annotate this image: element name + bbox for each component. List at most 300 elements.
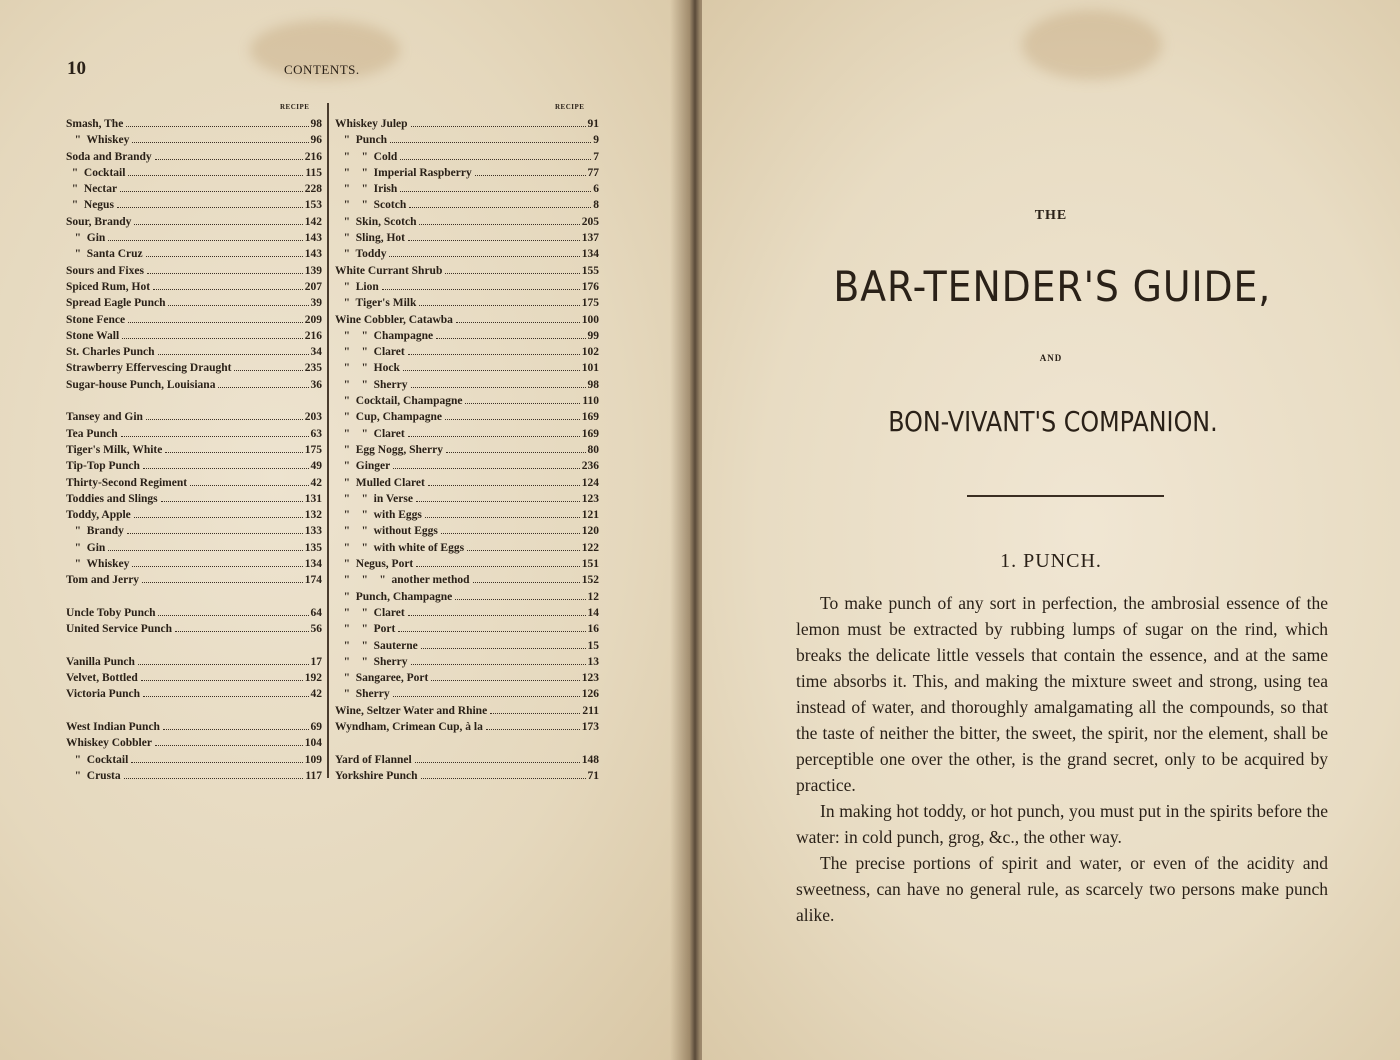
entry-title: Velvet, Bottled [66,672,138,685]
leader-dots [403,369,580,371]
group-gap [335,735,599,751]
contents-entry [335,556,599,572]
entry-title: " Negus [66,199,114,212]
leader-dots [455,598,585,600]
recipe-number: 169 [581,411,599,424]
entry-title: Tiger's Milk, White [66,443,163,456]
entry-title: " " Champagne [335,329,434,342]
contents-entry [66,540,322,556]
contents-entry [66,197,322,213]
recipe-number: 207 [304,280,322,293]
entry-title: " Mulled Claret [335,476,425,489]
entry-title: " " Cold [335,150,398,163]
recipe-number: 42 [310,688,322,701]
section-heading: 1. PUNCH. [1000,550,1102,572]
recipe-number: 211 [582,704,599,717]
contents-entry [335,181,599,197]
contents-entry [66,360,322,376]
entry-title: " " with Eggs [335,509,422,522]
book-title: BAR-TENDER'S GUIDE, [833,262,1272,311]
recipe-number: 142 [304,215,322,228]
contents-entry [335,312,599,328]
entry-title: " " Scotch [335,199,407,212]
entry-title: " Ginger [335,460,391,473]
entry-title: St. Charles Punch [66,346,155,359]
recipe-number: 236 [581,460,599,473]
leader-dots [153,288,303,290]
recipe-number: 205 [581,215,599,228]
leader-dots [143,695,309,697]
contents-entry [66,426,322,442]
contents-entry [66,116,322,132]
leader-dots [421,777,586,779]
contents-entry [335,458,599,474]
contents-entry [66,556,322,572]
entry-title: Tip-Top Punch [66,460,140,473]
contents-entry [66,768,322,784]
recipe-number: 56 [310,623,322,636]
leader-dots [441,532,580,534]
entry-title: Wine, Seltzer Water and Rhine [335,704,488,717]
recipe-number: 6 [593,183,599,196]
entry-title: " Cocktail [66,166,126,179]
contents-entry [335,132,599,148]
contents-entry [66,572,322,588]
contents-entry [66,409,322,425]
recipe-number: 132 [304,509,322,522]
recipe-number: 133 [304,525,322,538]
leader-dots [411,125,586,127]
entry-title: Yorkshire Punch [335,769,418,782]
entry-title: Tom and Jerry [66,574,140,587]
entry-title: Sugar-house Punch, Louisiana [66,378,216,391]
contents-entry [335,197,599,213]
recipe-number: 139 [304,264,322,277]
recipe-number: 228 [304,183,322,196]
contents-entry [335,393,599,409]
contents-entry [335,360,599,376]
leader-dots [467,549,580,551]
leader-dots [389,255,579,257]
entry-title: Tansey and Gin [66,411,143,424]
contents-entry [335,475,599,491]
page-number: 10 [67,58,86,79]
contents-entry [66,686,322,702]
contents-entry [335,572,599,588]
entry-title: White Currant Shrub [335,264,443,277]
contents-entry [335,523,599,539]
leader-dots [408,435,580,437]
entry-title: " Skin, Scotch [335,215,417,228]
leader-dots [155,744,303,746]
column-label: RECIPE [280,103,310,111]
contents-entry [335,344,599,360]
entry-title: " Punch, Champagne [335,590,453,603]
contents-entry [335,589,599,605]
title-rule [967,495,1164,497]
leader-dots [155,158,303,160]
recipe-number: 123 [581,492,599,505]
leader-dots [446,451,586,453]
contents-entry [335,491,599,507]
leader-dots [419,304,579,306]
recipe-number: 175 [581,297,599,310]
entry-title: " " Sauterne [335,639,418,652]
column-label: RECIPE [555,103,585,111]
leader-dots [128,321,303,323]
entry-title: Wine Cobbler, Catawba [335,313,453,326]
recipe-number: 98 [587,378,599,391]
leader-dots [128,174,303,176]
contents-entry [335,442,599,458]
entry-title: Strawberry Effervescing Draught [66,362,232,375]
leader-dots [146,255,303,257]
contents-entry [66,670,322,686]
leader-dots [390,141,591,143]
recipe-number: 12 [587,590,599,603]
entry-title: Yard of Flannel [335,753,412,766]
recipe-number: 153 [304,199,322,212]
recipe-number: 235 [304,362,322,375]
contents-entry [66,295,322,311]
entry-title: Spread Eagle Punch [66,297,166,310]
contents-entry [335,377,599,393]
recipe-number: 91 [587,118,599,130]
entry-title: " " Claret [335,606,405,619]
recipe-number: 34 [310,346,322,359]
group-gap [66,703,322,719]
leader-dots [108,549,302,551]
contents-entry [335,295,599,311]
recipe-number: 102 [581,346,599,359]
contents-entry [66,523,322,539]
leader-dots [127,532,303,534]
leader-dots [121,435,309,437]
recipe-number: 15 [587,639,599,652]
water-stain [1022,10,1162,80]
recipe-number: 134 [304,558,322,571]
leader-dots [473,581,580,583]
recipe-number: 69 [310,720,322,733]
recipe-number: 169 [581,427,599,440]
entry-title: Whiskey Julep [335,118,408,130]
contents-entry [66,132,322,148]
entry-title: Soda and Brandy [66,150,152,163]
entry-title: " Sling, Hot [335,232,405,245]
recipe-number: 122 [581,541,599,554]
leader-dots [218,386,308,388]
entry-title: Sour, Brandy [66,215,132,228]
contents-entry [335,654,599,670]
contents-entry [335,768,599,784]
leader-dots [436,337,585,339]
entry-title: " " with white of Eggs [335,541,465,554]
entry-title: Smash, The [66,118,124,130]
entry-title: " Gin [66,541,106,554]
contents-entry [66,344,322,360]
entry-title: Vanilla Punch [66,655,135,668]
entry-title: Victoria Punch [66,688,140,701]
entry-title: " " Hock [335,362,400,375]
leader-dots [108,239,302,241]
recipe-number: 16 [587,623,599,636]
contents-entry [335,605,599,621]
recipe-number: 174 [304,574,322,587]
contents-entry [335,540,599,556]
recipe-number: 155 [581,264,599,277]
contents-entry [335,328,599,344]
contents-entry [66,507,322,523]
leader-dots [408,239,580,241]
recipe-number: 134 [581,248,599,261]
leader-dots [138,663,309,665]
entry-title: " Cup, Champagne [335,411,443,424]
entry-title: Spiced Rum, Hot [66,280,151,293]
recipe-number: 124 [581,476,599,489]
leader-dots [490,712,580,714]
contents-entry [335,165,599,181]
group-gap [66,638,322,654]
recipe-number: 117 [305,769,322,782]
leader-dots [431,679,579,681]
recipe-number: 17 [310,655,322,668]
contents-entry [66,377,322,393]
entry-title: " Cocktail [66,753,129,766]
leader-dots [175,630,308,632]
leader-dots [190,484,308,486]
title-and: AND [1039,353,1063,363]
leader-dots [161,500,303,502]
entry-title: " Tiger's Milk [335,297,417,310]
leader-dots [411,663,586,665]
recipe-number: 176 [581,280,599,293]
leader-dots [421,647,586,649]
entry-title: " Negus, Port [335,558,414,571]
leader-dots [400,158,591,160]
leader-dots [147,272,303,274]
recipe-number: 63 [310,427,322,440]
contents-entry [66,605,322,621]
recipe-number: 39 [310,297,322,310]
entry-title: " Lion [335,280,379,293]
contents-entry [335,638,599,654]
contents-entry [335,621,599,637]
contents-column-2 [335,116,599,784]
entry-title: " " Irish [335,183,398,196]
recipe-number: 99 [587,329,599,342]
contents-entry [335,686,599,702]
recipe-number: 9 [593,134,599,147]
leader-dots [132,141,308,143]
column-divider [327,103,329,778]
entry-title: Toddies and Slings [66,492,158,505]
recipe-number: 209 [304,313,322,326]
recipe-number: 135 [304,541,322,554]
leader-dots [134,516,303,518]
paragraph: To make punch of any sort in perfection, the ambrosial essence of the lemon must be extracted by rubbing lumps of sugar on the rind, which breaks the delicate little vessels that contain the essence, and at the same time absorbs it. This, and making the mixture sweet and strong, using tea instead of water, and thoroughly amalgamating all the compounds, so that the taste of neither the bitter, the sweet, the spirit, nor the element, shall be perceptible one over the other, is the grand secret, only to be acquired by practice. [796,593,1328,795]
leader-dots [415,761,580,763]
recipe-number: 96 [310,134,322,147]
contents-entry [335,246,599,262]
recipe-number: 104 [304,737,322,750]
leader-dots [445,272,579,274]
leader-dots [486,728,580,730]
leader-dots [158,353,309,355]
group-gap [66,589,322,605]
recipe-number: 110 [582,395,599,408]
contents-entry [66,246,322,262]
recipe-number: 64 [310,606,322,619]
contents-entry [66,735,322,751]
entry-title: Toddy, Apple [66,509,131,522]
contents-entry [335,230,599,246]
leader-dots [142,581,303,583]
recipe-number: 121 [581,509,599,522]
contents-entry [335,703,599,719]
leader-dots [120,190,303,192]
contents-entry [335,149,599,165]
leader-dots [124,777,304,779]
leader-dots [416,500,580,502]
recipe-number: 80 [587,443,599,456]
contents-entry [66,752,322,768]
entry-title: " Toddy [335,248,387,261]
recipe-number: 152 [581,574,599,587]
left-page [0,0,690,1060]
entry-title: West Indian Punch [66,720,160,733]
recipe-number: 77 [587,166,599,179]
entry-title: " " without Eggs [335,525,438,538]
entry-title: " Santa Cruz [66,248,143,261]
leader-dots [168,304,308,306]
paragraph: In making hot toddy, or hot punch, you must put in the spirits before the water: in cold punch, grog, &c., the other way. [796,801,1328,847]
contents-entry [66,165,322,181]
leader-dots [419,223,579,225]
recipe-number: 42 [310,476,322,489]
recipe-number: 8 [593,199,599,212]
entry-title: " " " another method [335,574,470,587]
leader-dots [163,728,309,730]
contents-entry [335,670,599,686]
leader-dots [400,190,591,192]
leader-dots [411,386,586,388]
leader-dots [131,761,302,763]
recipe-number: 151 [581,558,599,571]
leader-dots [398,630,585,632]
leader-dots [117,206,303,208]
contents-entry [335,279,599,295]
contents-entry [66,279,322,295]
title-the: THE [1034,208,1068,223]
leader-dots [393,695,580,697]
recipe-number: 7 [593,150,599,163]
contents-entry [335,116,599,132]
contents-entry [66,181,322,197]
recipe-number: 143 [304,248,322,261]
entry-title: Uncle Toby Punch [66,606,156,619]
recipe-number: 203 [304,411,322,424]
recipe-number: 14 [587,606,599,619]
contents-entry [335,719,599,735]
entry-title: " Whiskey [66,558,130,571]
entry-title: " Crusta [66,769,121,782]
entry-title: " Punch [335,134,388,147]
recipe-number: 49 [310,460,322,473]
entry-title: " " Port [335,623,396,636]
contents-entry [66,214,322,230]
leader-dots [132,565,302,567]
running-head: CONTENTS. [284,62,360,77]
recipe-number: 143 [304,232,322,245]
contents-entry [66,230,322,246]
contents-entry [66,312,322,328]
contents-entry [66,328,322,344]
leader-dots [141,679,303,681]
contents-entry [66,458,322,474]
entry-title: Tea Punch [66,427,118,440]
leader-dots [393,467,579,469]
recipe-number: 115 [305,166,322,179]
leader-dots [158,614,308,616]
recipe-number: 175 [304,443,322,456]
contents-column-1 [66,116,322,784]
entry-title: " " Claret [335,427,405,440]
contents-entry [335,409,599,425]
contents-entry [335,426,599,442]
book-subtitle: BON-VIVANT'S COMPANION. [888,405,1218,438]
entry-title: Sours and Fixes [66,264,144,277]
entry-title: " Egg Nogg, Sherry [335,443,443,456]
recipe-number: 123 [581,672,599,685]
contents-entry [335,214,599,230]
entry-title: " Whiskey [66,134,130,147]
contents-entry [66,621,322,637]
right-page [702,0,1400,1060]
entry-title: " " Claret [335,346,405,359]
recipe-number: 98 [310,118,322,130]
leader-dots [408,614,586,616]
leader-dots [428,484,580,486]
recipe-number: 137 [581,232,599,245]
recipe-number: 36 [310,378,322,391]
entry-title: " Sherry [335,688,390,701]
contents-entry [66,719,322,735]
entry-title: " " Imperial Raspberry [335,166,472,179]
entry-title: United Service Punch [66,623,173,636]
contents-entry [66,491,322,507]
leader-dots [143,467,309,469]
recipe-number: 109 [304,753,322,766]
entry-title: Wyndham, Crimean Cup, à la [335,720,483,733]
leader-dots [425,516,580,518]
leader-dots [416,565,580,567]
recipe-number: 216 [304,329,322,342]
recipe-number: 100 [581,313,599,326]
leader-dots [134,223,302,225]
contents-entry [335,263,599,279]
leader-dots [409,206,591,208]
recipe-number: 192 [304,672,322,685]
recipe-number: 216 [304,150,322,163]
leader-dots [465,402,580,404]
entry-title: " Cocktail, Champagne [335,395,463,408]
entry-title: Whiskey Cobbler [66,737,152,750]
body-text [796,590,1328,928]
leader-dots [456,321,580,323]
contents-entry [66,263,322,279]
recipe-number: 126 [581,688,599,701]
entry-title: " Nectar [66,183,118,196]
